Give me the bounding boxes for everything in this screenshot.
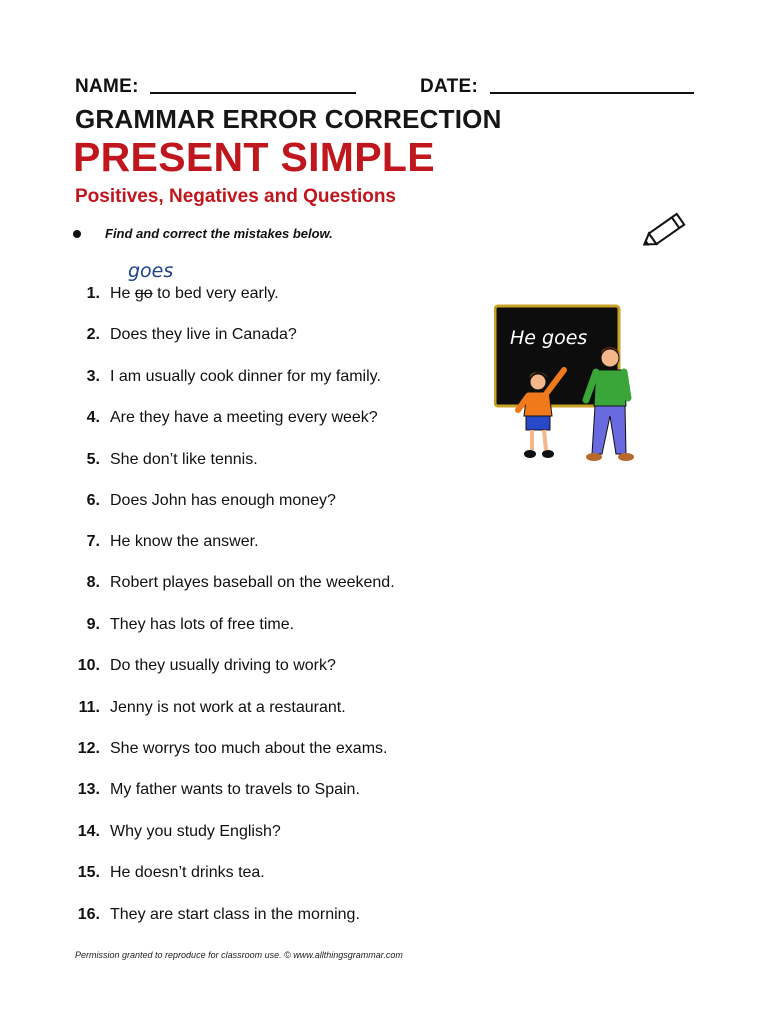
name-blank xyxy=(150,74,356,94)
question-text: They are start class in the morning. xyxy=(110,906,360,923)
question-number: 6. xyxy=(86,492,100,509)
question-number: 3. xyxy=(86,368,100,385)
question-text: She don’t like tennis. xyxy=(110,451,258,468)
question-number: 5. xyxy=(86,451,100,468)
instruction-text: Find and correct the mistakes below. xyxy=(105,226,333,241)
question-number: 15. xyxy=(77,864,100,881)
pencil-icon xyxy=(638,208,694,252)
question-number: 8. xyxy=(86,574,100,591)
question-text xyxy=(110,285,279,303)
question-text: He know the answer. xyxy=(110,533,259,550)
question-number: 4. xyxy=(86,409,100,426)
question-text: Do they usually driving to work? xyxy=(110,657,336,674)
question-text: Why you study English? xyxy=(110,823,281,840)
date-blank xyxy=(490,74,694,94)
date-field xyxy=(420,74,694,98)
board-text: He goes xyxy=(510,327,588,349)
question-text: Robert playes baseball on the weekend. xyxy=(110,574,395,591)
question-number: 14. xyxy=(77,823,100,840)
question-number: 7. xyxy=(86,533,100,550)
name-field xyxy=(75,74,356,98)
question-text: I am usually cook dinner for my family. xyxy=(110,368,381,385)
question-number: 11. xyxy=(78,699,100,716)
question-text-pre: He xyxy=(110,285,135,302)
date-label: DATE: xyxy=(420,76,479,97)
bullet-icon xyxy=(73,230,81,238)
worksheet-title: GRAMMAR ERROR CORRECTION xyxy=(75,104,502,134)
question-text: Does John has enough money? xyxy=(110,492,336,509)
question-text: He doesn’t drinks tea. xyxy=(110,864,265,881)
name-label: NAME: xyxy=(75,76,139,97)
question-number: 9. xyxy=(86,616,100,633)
question-number: 16. xyxy=(77,906,100,923)
question-number: 12. xyxy=(77,740,100,757)
example-correction: goes xyxy=(128,260,174,282)
question-number: 10. xyxy=(77,657,100,674)
question-text: Are they have a meeting every week? xyxy=(110,409,378,426)
question-text: She worrys too much about the exams. xyxy=(110,740,388,757)
question-text: Does they live in Canada? xyxy=(110,326,297,343)
question-number: 1. xyxy=(86,285,100,302)
teacher-illustration xyxy=(494,304,634,468)
question-text: They has lots of free time. xyxy=(110,616,295,633)
question-number: 13. xyxy=(77,781,100,798)
struck-word: go xyxy=(134,285,153,302)
question-text-post: to bed very early. xyxy=(152,285,279,302)
question-number: 2. xyxy=(86,326,100,343)
topic-title: PRESENT SIMPLE xyxy=(73,134,435,180)
question-text: My father wants to travels to Spain. xyxy=(110,781,360,798)
question-text: Jenny is not work at a restaurant. xyxy=(110,699,346,716)
blackboard-illustration xyxy=(494,304,634,468)
topic-subtitle: Positives, Negatives and Questions xyxy=(75,186,396,207)
copyright-footer: Permission granted to reproduce for classroom use. © www.allthingsgrammar.com xyxy=(75,950,403,960)
